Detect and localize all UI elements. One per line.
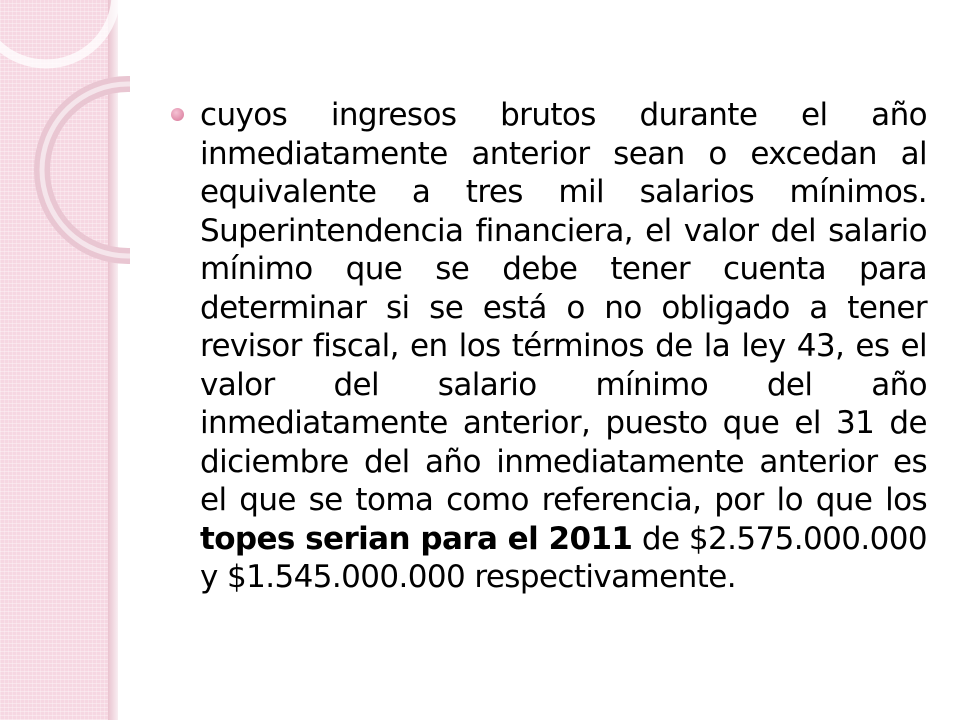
paragraph-text-end: de $2.575.000.000 y $1.545.000.000 respectivamente. <box>200 520 927 595</box>
paragraph-text: cuyos ingresos brutos durante el año inmediatamente anterior sean o excedan al equivalente a tres mil salarios mínimos. Superintendencia financiera, el valor del salario mínimo que se debe tener cuenta para determinar si se está o no obligado a tener revisor fiscal, en los términos de la ley 43, es el valor del salario mínimo del año inmediatamente anterior, puesto que el 31 de diciembre del año inmediatamente anterior es el que se toma como referencia, por lo que los <box>200 97 927 518</box>
bullet-icon <box>171 108 184 121</box>
decorative-circles <box>0 0 130 300</box>
paragraph-bold-text: topes serian para el 2011 <box>200 520 633 557</box>
slide-body-text <box>200 96 927 597</box>
